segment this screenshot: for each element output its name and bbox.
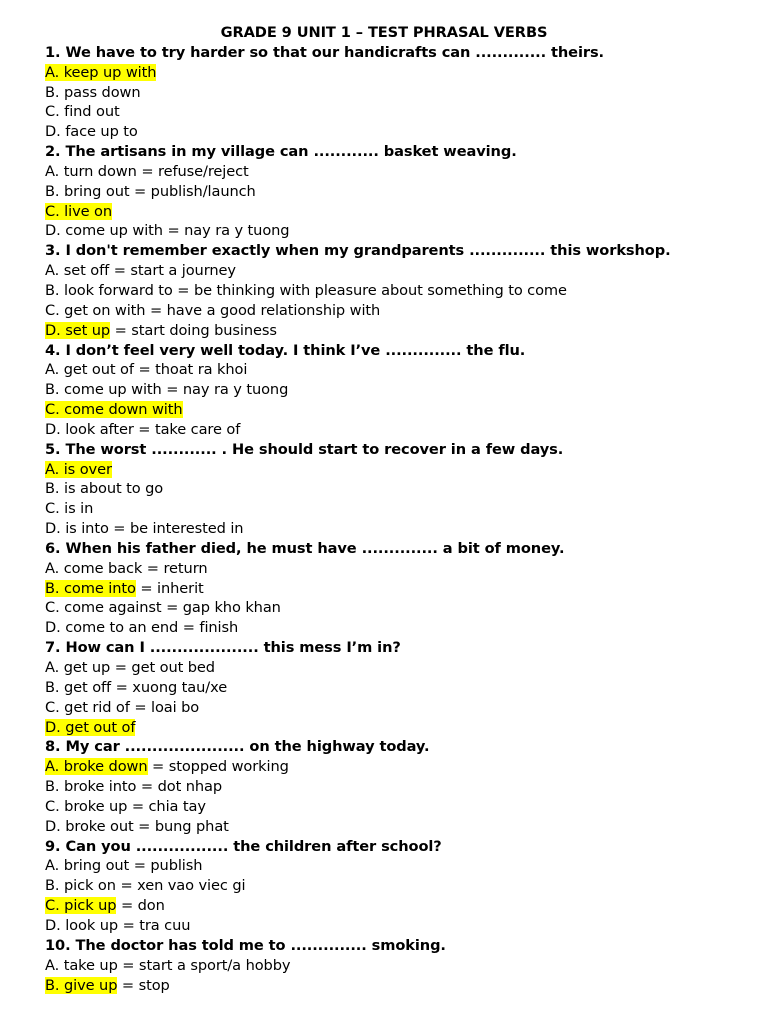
question-stem: 9. Can you ................. the children after school? <box>45 837 442 855</box>
option-text: B. look forward to = be thinking with pleasure about something to come <box>45 281 567 299</box>
answer-option <box>45 618 745 638</box>
question-stem: 7. How can I .................... this mess I’m in? <box>45 639 401 657</box>
option-text: A. get out of = thoat ra khoi <box>45 361 248 379</box>
answer-option <box>45 221 745 241</box>
answer-option <box>45 856 745 876</box>
option-text: D. come up with = nay ra y tuong <box>45 222 290 240</box>
option-text: C. find out <box>45 103 120 121</box>
option-text: = stop <box>117 976 170 994</box>
answer-option <box>45 499 745 519</box>
answer-option <box>45 380 745 400</box>
question-stem: 8. My car ...................... on the highway today. <box>45 738 430 756</box>
question-block <box>45 539 745 638</box>
answer-option <box>45 420 745 440</box>
option-text: = don <box>116 897 165 915</box>
answer-option <box>45 797 745 817</box>
correct-answer-highlight: B. give up <box>45 976 118 994</box>
question-block <box>45 440 745 539</box>
answer-option <box>45 718 745 738</box>
answer-option <box>45 579 745 599</box>
option-text: B. pick on = xen vao viec gi <box>45 877 246 895</box>
option-text: D. is into = be interested in <box>45 520 244 538</box>
answer-option <box>45 956 745 976</box>
answer-option <box>45 757 745 777</box>
answer-option <box>45 460 745 480</box>
option-text: D. come to an end = finish <box>45 619 239 637</box>
answer-option <box>45 598 745 618</box>
question-stem: 4. I don’t feel very well today. I think I’ve .............. the flu. <box>45 341 526 359</box>
answer-option <box>45 162 745 182</box>
correct-answer-highlight: A. broke down <box>45 758 148 776</box>
answer-option <box>45 182 745 202</box>
question-stem: 5. The worst ............ . He should start to recover in a few days. <box>45 440 564 458</box>
answer-option <box>45 678 745 698</box>
option-text: = stopped working <box>147 758 289 776</box>
option-text: B. is about to go <box>45 480 164 498</box>
option-text: B. broke into = dot nhap <box>45 778 223 796</box>
question-stem: 1. We have to try harder so that our handicrafts can ............. theirs. <box>45 43 605 61</box>
answer-option <box>45 102 745 122</box>
correct-answer-highlight: C. pick up <box>45 897 117 915</box>
answer-option <box>45 916 745 936</box>
answer-option <box>45 122 745 142</box>
question-block <box>45 737 745 836</box>
document-title: GRADE 9 UNIT 1 – TEST PHRASAL VERBS <box>220 24 548 41</box>
answer-option <box>45 301 745 321</box>
question-block <box>45 638 745 737</box>
option-text: C. come against = gap kho khan <box>45 599 281 617</box>
question-block <box>45 43 745 142</box>
question-stem: 2. The artisans in my village can ............ basket weaving. <box>45 143 517 161</box>
question-block <box>45 142 745 241</box>
answer-option <box>45 63 745 83</box>
question-block <box>45 341 745 440</box>
option-text: A. turn down = refuse/reject <box>45 162 249 180</box>
option-text: A. get up = get out bed <box>45 659 215 676</box>
answer-option <box>45 658 745 678</box>
question-stem: 6. When his father died, he must have .............. a bit of money. <box>45 539 565 557</box>
correct-answer-highlight: A. is over <box>45 460 112 478</box>
answer-option <box>45 777 745 797</box>
option-text: A. bring out = publish <box>45 857 203 875</box>
question-block <box>45 241 745 340</box>
answer-option <box>45 976 745 996</box>
answer-option <box>45 519 745 539</box>
option-text: C. get rid of = loai bo <box>45 698 200 716</box>
option-text: D. look after = take care of <box>45 420 241 438</box>
option-text: A. set off = start a journey <box>45 262 236 280</box>
answer-option <box>45 817 745 837</box>
option-text: B. come up with = nay ra y tuong <box>45 381 289 399</box>
option-text: A. come back = return <box>45 559 208 577</box>
option-text: B. pass down <box>45 83 141 101</box>
option-text: C. broke up = chia tay <box>45 797 206 815</box>
answer-option <box>45 896 745 916</box>
answer-option <box>45 360 745 380</box>
correct-answer-highlight: C. come down with <box>45 401 183 419</box>
option-text: A. take up = start a sport/a hobby <box>45 956 291 974</box>
option-text: D. face up to <box>45 123 138 141</box>
option-text: C. is in <box>45 500 94 518</box>
answer-option <box>45 202 745 222</box>
answer-option <box>45 400 745 420</box>
question-block <box>45 936 745 996</box>
option-text: D. look up = tra cuu <box>45 916 191 934</box>
option-text: B. get off = xuong tau/xe <box>45 678 228 696</box>
correct-answer-highlight: D. get out of <box>45 718 136 736</box>
correct-answer-highlight: D. set up <box>45 321 111 339</box>
option-text: C. get on with = have a good relationship with <box>45 301 381 319</box>
option-text: = inherit <box>135 579 204 597</box>
option-text: D. broke out = bung phat <box>45 817 229 835</box>
answer-option <box>45 281 745 301</box>
answer-option <box>45 698 745 718</box>
correct-answer-highlight: A. keep up with <box>45 63 157 81</box>
question-list <box>45 43 745 996</box>
correct-answer-highlight: B. come into <box>45 579 136 597</box>
question-stem: 3. I don't remember exactly when my grandparents .............. this workshop. <box>45 242 671 260</box>
correct-answer-highlight: C. live on <box>45 202 113 220</box>
answer-option <box>45 261 745 281</box>
option-text: = start doing business <box>110 321 277 339</box>
question-stem: 10. The doctor has told me to .............. smoking. <box>45 936 446 954</box>
answer-option <box>45 479 745 499</box>
answer-option <box>45 876 745 896</box>
answer-option <box>45 559 745 579</box>
option-text: B. bring out = publish/launch <box>45 182 256 200</box>
test-document <box>45 23 745 995</box>
answer-option <box>45 83 745 103</box>
answer-option <box>45 321 745 341</box>
question-block <box>45 837 745 936</box>
